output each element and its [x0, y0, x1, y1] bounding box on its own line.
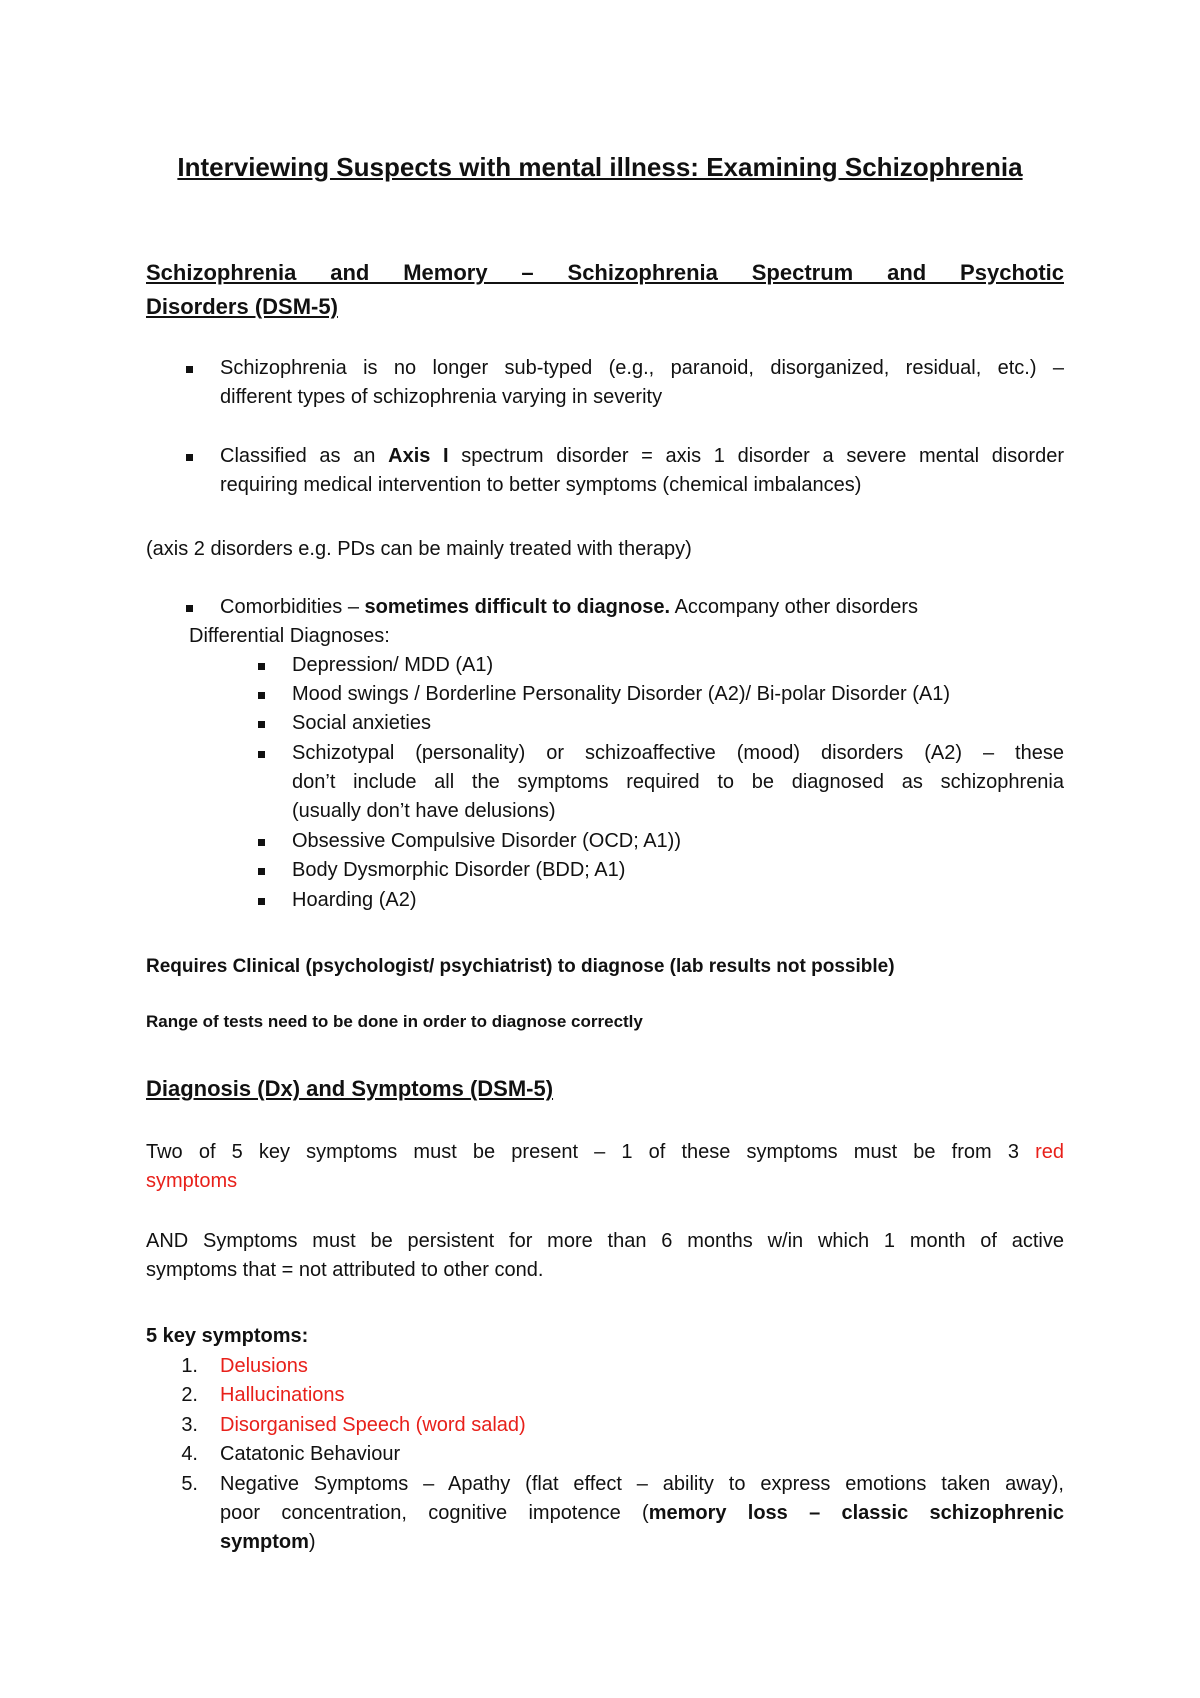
bullet-square-icon	[258, 839, 265, 846]
two-of-five-line1: Two of 5 key symptoms must be present – 1 of these symptoms must be from 3 red	[146, 1141, 1064, 1163]
bullet-axis	[220, 442, 1064, 500]
section1-heading	[146, 256, 1064, 324]
diff-item-hoarding: Hoarding (A2)	[292, 889, 417, 911]
axis2-note: (axis 2 disorders e.g. PDs can be mainly treated with therapy)	[146, 538, 692, 560]
key-symptom-catatonic: Catatonic Behaviour	[220, 1443, 401, 1465]
and-persistent-paragraph: AND Symptoms must be persistent for more than 6 months w/in which 1 month of active symptoms that = not attributed to other cond.	[146, 1230, 1064, 1281]
bullet-axis-line1: Classified as an Axis I spectrum disorder = axis 1 disorder a severe mental disorder	[220, 445, 1064, 467]
differential-label: Differential Diagnoses:	[189, 625, 390, 647]
two-of-five-paragraph	[146, 1138, 1064, 1196]
list-number: 2.	[181, 1384, 198, 1406]
section2-heading: Diagnosis (Dx) and Symptoms (DSM-5)	[146, 1076, 554, 1101]
bullet-square-icon	[258, 751, 265, 758]
two-of-five-line2: symptoms	[146, 1170, 238, 1192]
key-symptom-speech: Disorganised Speech (word salad)	[220, 1414, 526, 1436]
bullet-comorbidities: Comorbidities – sometimes difficult to diagnose. Accompany other disorders	[220, 596, 919, 618]
list-number: 5.	[181, 1473, 198, 1495]
key-symptoms-label: 5 key symptoms:	[146, 1325, 309, 1347]
bullet-square-icon	[186, 454, 193, 461]
requires-clinical: Requires Clinical (psychologist/ psychiatrist) to diagnose (lab results not possible)	[146, 956, 895, 977]
diff-item-mood: Mood swings / Borderline Personality Disorder (A2)/ Bi-polar Disorder (A1)	[292, 683, 951, 705]
bullet-axis-line2: requiring medical intervention to better symptoms (chemical imbalances)	[220, 474, 862, 496]
diff-item-bdd: Body Dysmorphic Disorder (BDD; A1)	[292, 859, 626, 881]
bullet-subtype-line2: different types of schizophrenia varying in severity	[220, 386, 663, 408]
section1-heading-line1: Schizophrenia and Memory – Schizophrenia Spectrum and Psychotic	[146, 260, 1064, 285]
list-number: 3.	[181, 1414, 198, 1436]
bullet-square-icon	[258, 868, 265, 875]
bullet-square-icon	[258, 898, 265, 905]
key-symptom-delusions: Delusions	[220, 1355, 308, 1377]
document-title: Interviewing Suspects with mental illness: Examining Schizophrenia	[177, 152, 1023, 182]
key-symptom-hallucinations: Hallucinations	[220, 1384, 345, 1406]
list-number: 1.	[181, 1355, 198, 1377]
bullet-subtype-line1: Schizophrenia is no longer sub-typed (e.g., paranoid, disorganized, residual, etc.) –	[220, 357, 1064, 379]
diff-item-ocd: Obsessive Compulsive Disorder (OCD; A1))	[292, 830, 681, 852]
diff-item-schizotypal: Schizotypal (personality) or schizoaffective (mood) disorders (A2) – these don’t include all the symptoms required to be diagnosed as schizophrenia (usually don’t have delusions)	[292, 742, 1064, 822]
range-of-tests: Range of tests need to be done in order to diagnose correctly	[146, 1012, 643, 1031]
bullet-square-icon	[258, 721, 265, 728]
bullet-square-icon	[258, 663, 265, 670]
diff-item-social: Social anxieties	[292, 712, 431, 734]
key-symptom-negative: Negative Symptoms – Apathy (flat effect – ability to express emotions taken away), poor concentration, cognitive impotence (memory loss – classic schizophrenic symptom)	[220, 1473, 1064, 1553]
bullet-subtype	[220, 354, 1064, 412]
bullet-square-icon	[186, 366, 193, 373]
section1-heading-line2: Disorders (DSM-5)	[146, 294, 338, 319]
diff-item-depression: Depression/ MDD (A1)	[292, 654, 494, 676]
bullet-square-icon	[186, 605, 193, 612]
list-number: 4.	[181, 1443, 198, 1465]
bullet-square-icon	[258, 692, 265, 699]
